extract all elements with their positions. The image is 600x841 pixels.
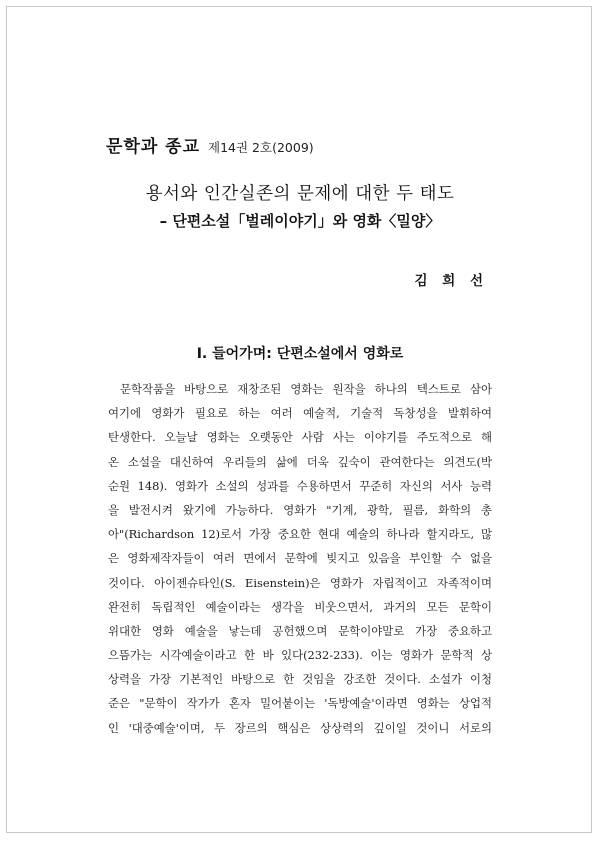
body-line: 것이다. 아이젠슈타인(S. Eisenstein)은 영화가 자립적이고 자족적이며 bbox=[108, 575, 492, 590]
body-line: 을 발전시켜 왔기에 가능하다. 영화가 "기계, 광학, 필름, 화학의 총 bbox=[108, 502, 492, 517]
article-title: 용서와 인간실존의 문제에 대한 두 태도 bbox=[145, 184, 455, 204]
body-line: 온 소설을 대신하여 우리들의 삶에 더욱 깊숙이 관여한다는 의견도(박 bbox=[108, 454, 492, 469]
article-subtitle: – 단편소설「벌레이야기」와 영화〈밀양〉 bbox=[159, 212, 441, 230]
section-heading: I. 들어가며: 단편소설에서 영화로 bbox=[196, 346, 404, 362]
body-line: 탄생한다. 오늘날 영화는 오랫동안 사람 사는 이야기를 주도적으로 해 bbox=[108, 430, 492, 445]
author-name: 김 희 선 bbox=[414, 273, 488, 289]
body-line: 문학작품을 바탕으로 재창조된 영화는 원작을 하나의 텍스트로 삼아 bbox=[120, 382, 492, 396]
running-head bbox=[106, 132, 314, 157]
body-line: 순원 148). 영화가 소설의 성과를 수용하면서 꾸준히 자신의 서사 능력 bbox=[108, 478, 492, 493]
body-line: 인 '대중예술'이며, 두 장르의 핵심은 상상력의 깊이일 것이니 서로의 bbox=[108, 720, 492, 735]
body-line: 여기에 영화가 필요로 하는 여러 예술적, 기술적 독창성을 발휘하여 bbox=[108, 406, 492, 421]
body-line: 아"(Richardson 12)로서 가장 중요한 현대 예술의 하나라 할지라도, 많 bbox=[108, 527, 492, 542]
journal-name: 문학과 종교 bbox=[106, 137, 201, 157]
body-paragraph bbox=[108, 377, 492, 740]
body-line: 으뜸가는 시각예술이라고 한 바 있다(232-233). 이는 영화가 문학적 상 bbox=[108, 648, 492, 663]
body-line: 위대한 영화 예술을 낳는데 공헌했으며 문학이야말로 가장 중요하고 bbox=[108, 623, 492, 638]
body-line: 완전히 독립적인 예술이라는 생각을 비웃으면서, 과거의 모든 문학이 bbox=[108, 599, 492, 614]
body-line: 은 영화제작자들이 여러 면에서 문학에 빚지고 있음을 부인할 수 없을 bbox=[108, 551, 492, 566]
issue-info: 제14권 2호(2009) bbox=[208, 140, 314, 155]
body-line: 준은 "문학이 작가가 혼자 밀어붙이는 '독방예술'이라면 영화는 상업적 bbox=[108, 696, 492, 711]
body-line: 상력을 가장 기본적인 바탕으로 한 것임을 강조한 것이다. 소설가 이청 bbox=[108, 672, 492, 687]
